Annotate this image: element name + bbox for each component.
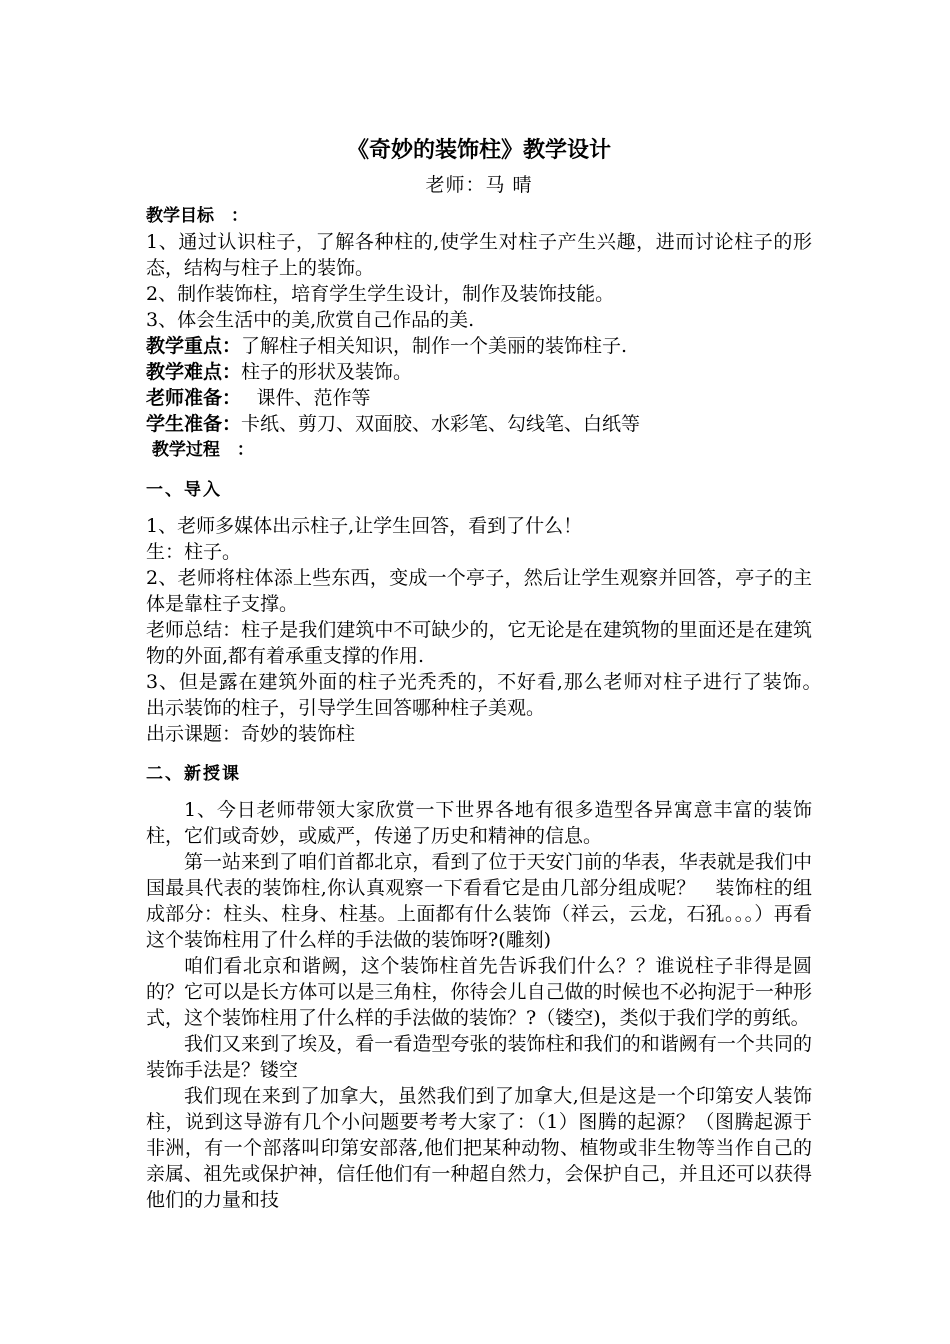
section-2-paragraph: 我们又来到了埃及，看一看造型夸张的装饰柱和我们的和谐阙有一个共同的装饰手法是？镂空 — [146, 1033, 812, 1081]
objective-1: 1、通过认识柱子，了解各种柱的,使学生对柱子产生兴趣，进而讨论柱子的形态，结构与柱子上的装饰。 — [146, 231, 812, 279]
section-2-heading: 二、新授课 — [146, 764, 241, 784]
spacer — [146, 747, 812, 761]
spacer — [146, 503, 812, 513]
objectives-heading: 教学目标 ： — [146, 206, 248, 226]
document-title: 《奇妙的装饰柱》教学设计 — [346, 137, 611, 163]
spacer — [146, 787, 812, 797]
section-1-paragraph: 1、老师多媒体出示柱子,让学生回答，看到了什么！ — [146, 515, 583, 537]
process-heading: 教学过程 ： — [146, 440, 254, 460]
section-1-paragraph: 3、但是露在建筑外面的柱子光秃秃的，不好看,那么老师对柱子进行了装饰。 出示装饰的柱子，引导学生回答哪种柱子美观。 — [146, 671, 832, 719]
key-point-text: 了解柱子相关知识，制作一个美丽的装饰柱子. — [241, 335, 628, 357]
difficulty-text: 柱子的形状及装饰。 — [241, 361, 413, 383]
objective-2: 2、制作装饰柱，培育学生学生设计，制作及装饰技能。 — [146, 283, 615, 305]
section-1-paragraph: 老师总结：柱子是我们建筑中不可缺少的，它无论是在建筑物的里面还是在建筑物的外面,都有着承重支撑的作用. — [146, 619, 812, 667]
section-2-paragraph: 第一站来到了咱们首都北京，看到了位于天安门前的华表，华表就是我们中国最具代表的装饰柱,你认真观察一下看看它是由几部分组成呢？ 装饰柱的组成部分：柱头、柱身、柱基。上面都有什么装饰（祥云，云龙，石犼。。。）再看这个装饰柱用了什么样的手法做的装饰呀?(雕刻) — [146, 851, 812, 951]
student-prep-label: 学生准备： — [146, 413, 242, 435]
section-2-paragraph: 我们现在来到了加拿大，虽然我们到了加拿大,但是这是一个印第安人装饰柱，说到这导游有几个小问题要考考大家了：（1）图腾的起源？（图腾起源于非洲，有一个部落叫印第安部落,他们把某种动物、植物或非生物等当作自己的亲属、祖先或保护神，信任他们有一种超自然力，会保护自己，并且还可以获得他们的力量和技 — [146, 1085, 812, 1211]
key-point-label: 教学重点： — [146, 335, 242, 357]
author-line: 老师：马 晴 — [425, 174, 533, 196]
difficulty — [146, 359, 812, 385]
section-1-paragraph: 出示课题：奇妙的装饰柱 — [146, 723, 356, 745]
section-1-paragraph: 生：柱子。 — [146, 541, 242, 563]
teacher-prep-label: 老师准备： — [146, 387, 232, 409]
section-2-paragraph: 1、今日老师带领大家欣赏一下世界各地有很多造型各异寓意丰富的装饰柱，它们或奇妙，或威严，传递了历史和精神的信息。 — [146, 799, 812, 847]
teacher-prep-text: 课件、范作等 — [231, 387, 371, 409]
objective-3: 3、体会生活中的美,欣赏自己作品的美. — [146, 309, 475, 331]
student-prep-text: 卡纸、剪刀、双面胶、水彩笔、勾线笔、白纸等 — [241, 413, 641, 435]
spacer — [146, 463, 812, 477]
student-prep — [146, 411, 812, 437]
document-page — [146, 135, 832, 1213]
teacher-prep — [146, 385, 812, 411]
section-1-heading: 一、导入 — [146, 480, 222, 500]
section-2-paragraph: 咱们看北京和谐阙，这个装饰柱首先告诉我们什么？？谁说柱子非得是圆的？它可以是长方体可以是三角柱，你待会儿自己做的时候也不必拘泥于一种形式，这个装饰柱用了什么样的手法做的装饰？?（镂空)，类似于我们学的剪纸。 — [146, 955, 812, 1029]
key-point — [146, 333, 812, 359]
difficulty-label: 教学难点： — [146, 361, 242, 383]
section-1-paragraph: 2、老师将柱体添上些东西，变成一个亭子，然后让学生观察并回答，亭子的主体是靠柱子支撑。 — [146, 567, 812, 615]
